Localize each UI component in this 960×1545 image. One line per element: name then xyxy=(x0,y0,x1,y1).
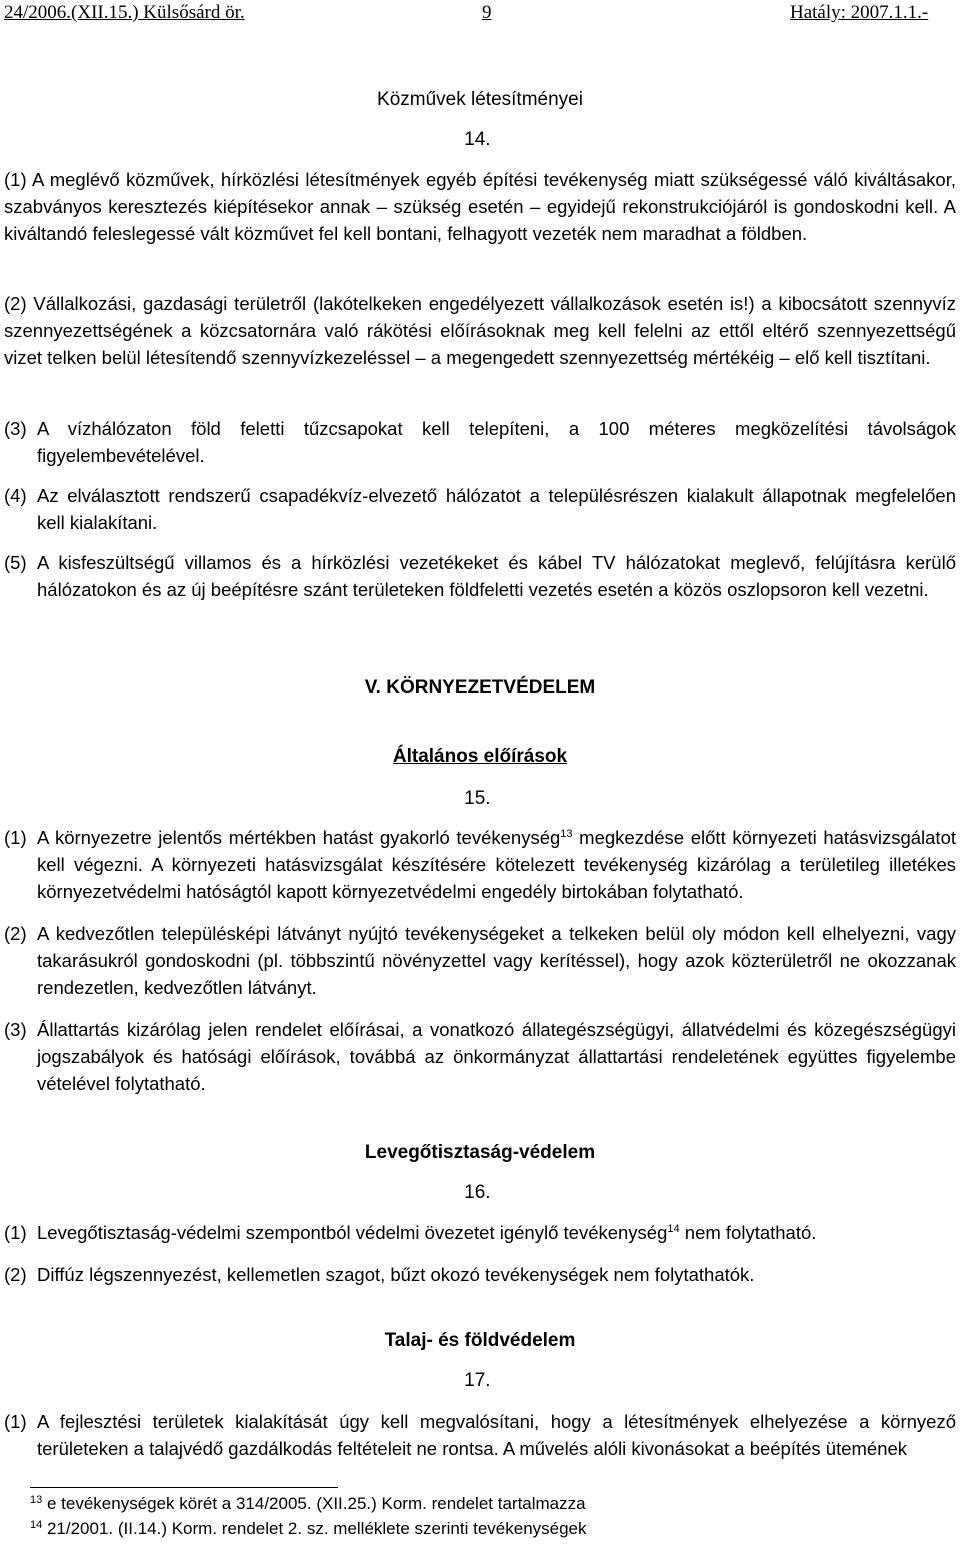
header-document-id: 24/2006.(XII.15.) Külsősárd ör. xyxy=(4,2,245,23)
section-sign-icon xyxy=(491,1370,496,1391)
section-16-number: 16. xyxy=(464,1182,491,1203)
paragraph-17-1-number: (1) xyxy=(4,1411,27,1432)
section-17-number: 17. xyxy=(464,1370,491,1391)
paragraph-14-2-text: (2) Vállalkozási, gazdasági területről (lakótelkeken engedélyezett vállalkozások esetén is!) a kibocsátott szennyvíz szennyezettségének a közcsatornára való rákötési előírásoknak meg kell felelni az ettől eltérő szennyezettségű vizet telken belül létesítendő szennyvízkezeléssel – a megengedett szennyezettség mértékéig – elő kell tisztítani. xyxy=(4,293,956,368)
heading-altalanos: Általános előírások xyxy=(392,746,568,767)
paragraph-15-2 xyxy=(4,920,956,1001)
footnote-divider xyxy=(30,1487,338,1488)
paragraph-16-1-text xyxy=(37,1219,956,1246)
footnote-14-mark: 14 xyxy=(30,1519,43,1531)
paragraph-16-2-text: Diffúz légszennyezést, kellemetlen szagot, bűzt okozó tevékenységek nem folytathatók. xyxy=(37,1264,755,1285)
section-sign-icon xyxy=(491,1182,496,1203)
footnote-14-text: 21/2001. (II.14.) Korm. rendelet 2. sz. melléklete szerinti tevékenységek xyxy=(42,1519,587,1538)
paragraph-16-2 xyxy=(4,1261,956,1288)
section-15 xyxy=(0,785,960,812)
paragraph-16-1 xyxy=(4,1219,956,1246)
section-14-number: 14. xyxy=(464,129,491,150)
paragraph-15-3 xyxy=(4,1016,956,1097)
paragraph-16-1-text-b: nem folytatható. xyxy=(679,1222,817,1243)
paragraph-14-4 xyxy=(4,482,956,536)
paragraph-14-4-text: Az elválasztott rendszerű csapadékvíz-elvezető hálózatot a településrészen kialakult állapotnak megfelelően kell kialakítani. xyxy=(37,485,956,533)
heading-talaj: Talaj- és földvédelem xyxy=(384,1330,576,1351)
paragraph-14-1 xyxy=(4,166,956,247)
paragraph-14-3-text: A vízhálózaton föld feletti tűzcsapokat kell telepíteni, a 100 méteres megközelítési távolságok figyelembevételével. xyxy=(37,418,956,466)
paragraph-15-1-text-a: A környezetre jelentős mértékben hatást gyakorló tevékenység xyxy=(37,827,561,848)
section-sign-icon xyxy=(491,129,496,150)
paragraph-14-2 xyxy=(4,290,956,371)
paragraph-15-3-text: Állattartás kizárólag jelen rendelet előírásai, a vonatkozó állategészségügyi, állatvédelmi és közegészségügyi jogszabályok és hatósági előírások, továbbá az önkormányzat állattartási rendeletének együttes figyelembe vételével folytatható. xyxy=(37,1019,956,1094)
paragraph-14-4-number: (4) xyxy=(4,485,27,506)
paragraph-16-1-number: (1) xyxy=(4,1222,27,1243)
section-17 xyxy=(0,1367,960,1394)
paragraph-16-1-text-a: Levegőtisztaság-védelmi szempontból védelmi övezetet igénylő tevékenység xyxy=(37,1222,668,1243)
paragraph-14-5-text: A kisfeszültségű villamos és a hírközlési vezetékeket és kábel TV hálózatokat meglevő, felújításra kerülő hálózatokon és az új beépítésre szánt területeken földfeletti vezetés esetén a közös oszlopsoron kell vezetni. xyxy=(37,552,956,600)
heading-kozmuvek: Közművek létesítményei xyxy=(377,89,583,110)
paragraph-14-1-text: (1) A meglévő közművek, hírközlési létesítmények egyéb építési tevékenység miatt szükségessé váló kiváltásakor, szabványos keresztezés kiépítésekor annak – szükség esetén – egyidejű rekonstrukciójáról is gondoskodni kell. A kiváltandó feleslegessé vált közművet fel kell bontani, felhagyott vezeték nem maradhat a földben. xyxy=(4,169,956,244)
footnote-13-mark: 13 xyxy=(30,1494,43,1506)
footnote-14 xyxy=(30,1518,950,1540)
section-16 xyxy=(0,1179,960,1206)
header-page-number: 9 xyxy=(482,2,492,23)
paragraph-14-5-number: (5) xyxy=(4,552,27,573)
footnote-13 xyxy=(30,1493,950,1515)
header-effective-date: Hatály: 2007.1.1.- xyxy=(790,2,929,23)
footnote-ref-14[interactable]: 14 xyxy=(667,1223,680,1235)
paragraph-15-2-number: (2) xyxy=(4,923,27,944)
section-14 xyxy=(0,126,960,153)
paragraph-14-3-number: (3) xyxy=(4,418,27,439)
paragraph-16-2-number: (2) xyxy=(4,1264,27,1285)
footnote-13-text: e tevékenységek körét a 314/2005. (XII.25.) Korm. rendelet tartalmazza xyxy=(42,1494,586,1513)
chapter-title-kornyezetvedelem: V. KÖRNYEZETVÉDELEM xyxy=(364,677,596,698)
page-header xyxy=(0,0,960,26)
section-sign-icon xyxy=(491,788,496,809)
paragraph-14-3 xyxy=(4,415,956,469)
heading-levego: Levegőtisztaság-védelem xyxy=(364,1142,596,1163)
paragraph-15-1-number: (1) xyxy=(4,827,27,848)
paragraph-17-1-text: A fejlesztési területek kialakítását úgy kell megvalósítani, hogy a létesítmények elhelyezése a környező területeken a talajvédő gazdálkodás feltételeit ne rontsa. A művelés alóli kivonásokat a beépítés ütemének xyxy=(37,1411,956,1459)
paragraph-14-5 xyxy=(4,549,956,603)
section-15-number: 15. xyxy=(464,788,491,809)
paragraph-15-1 xyxy=(4,824,956,905)
paragraph-15-2-text: A kedvezőtlen településképi látványt nyújtó tevékenységeket a telkeken belül oly módon kell elhelyezni, vagy takarásukról gondoskodni (pl. többszintű növényzettel vagy kerítéssel), hogy azok közterületről ne okozzanak rendezetlen, kedvezőtlen látványt. xyxy=(37,923,956,998)
paragraph-17-1 xyxy=(4,1408,956,1462)
paragraph-15-3-number: (3) xyxy=(4,1019,27,1040)
paragraph-15-1-text xyxy=(37,824,956,905)
footnote-ref-13[interactable]: 13 xyxy=(560,828,573,840)
paragraph-15-1-text-b: megkezdése előtt környezeti hatásvizsgálatot kell végezni. A környezeti hatásvizsgálat készítésére kötelezett tevékenység kizárólag a területileg illetékes környezetvédelmi hatóságtól kapott környezetvédelmi engedély birtokában folytatható. xyxy=(37,827,956,902)
